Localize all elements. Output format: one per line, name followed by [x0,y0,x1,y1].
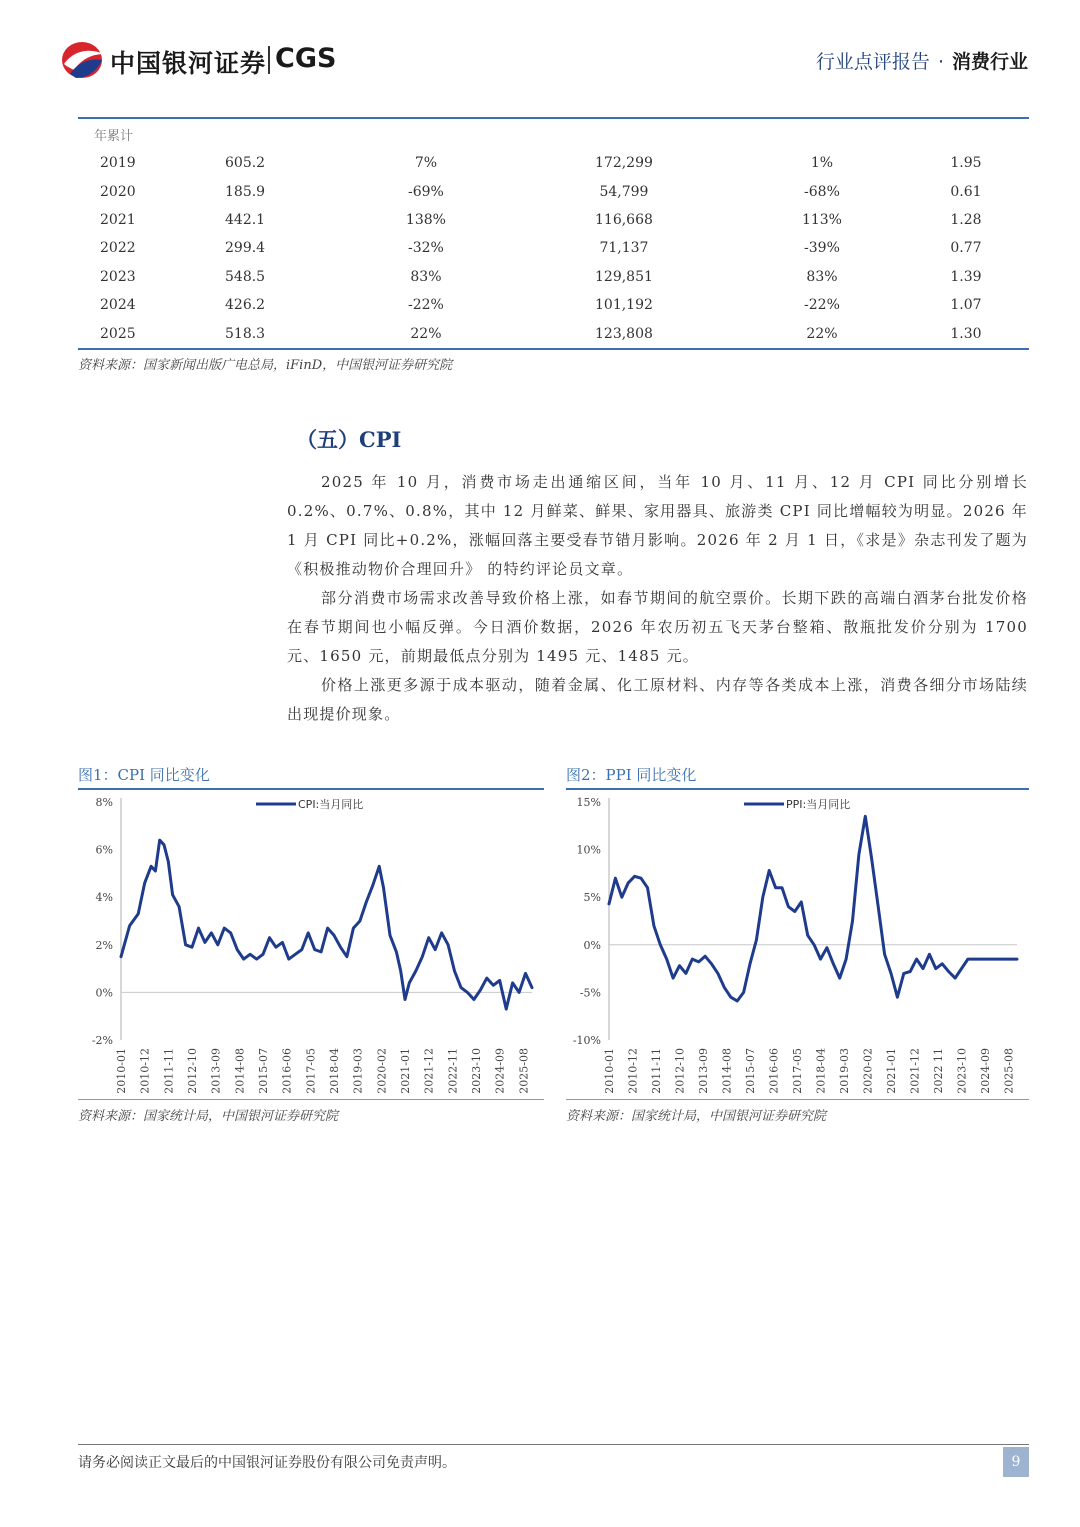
figure2-source: 资料来源：国家统计局，中国银河证券研究院 [566,1109,827,1124]
x-tick-label: 2015-07 [257,1048,271,1094]
table-cell: 2023 [100,268,136,285]
table-cell: 138% [405,211,446,228]
x-tick-label: 2016-06 [280,1048,294,1094]
table-cell: 548.5 [225,268,266,285]
header-separator: · [937,51,944,73]
x-tick-label: 2021-01 [884,1048,898,1094]
y-tick-label: 8% [95,796,113,809]
table-cell: 442.1 [225,211,266,228]
report-type: 行业点评报告 [815,51,930,73]
table-cell: 116,668 [595,211,653,228]
table-cell: 2020 [100,183,136,200]
paragraph: 2025 年 10 月，消费市场走出通缩区间，当年 10 月、11 月、12 月 CPI 同比分别增长 0.2%、0.7%、0.8%，其中 12 月鲜菜、鲜果、家用器具、旅游类 CPI 同比增幅较为明显。2026 年 1 月 CPI 同比+0.2%，涨幅回落主要受春节错月影响。2026 年 2 月 1 日，《求是》杂志刊发了题为《积极推动物价合理回升》 的特约评论员文章。 [287,473,1028,578]
series-line [609,816,1017,1001]
table-bottom-rule [78,348,1029,350]
logo-cn-text: 中国银河证券 [110,49,267,78]
x-tick-label: 2025-08 [1002,1048,1016,1094]
x-tick-label: 2021-01 [399,1048,413,1094]
table-cell: 123,808 [595,325,653,342]
x-tick-label: 2012-10 [186,1048,200,1094]
table-cell: -69% [408,183,444,200]
table-cell: -39% [804,240,840,257]
x-tick-label: 2014-08 [233,1048,247,1094]
x-tick-label: 2017-05 [790,1048,804,1094]
table-cell: 2025 [100,325,136,342]
y-tick-label: 6% [95,843,113,857]
table-cell: 172,299 [595,155,653,172]
y-tick-label: -5% [579,986,601,1000]
legend-label: CPI:当月同比 [298,798,364,811]
y-tick-label: 4% [95,891,113,905]
table-row [78,206,1029,234]
x-tick-label: 2018-04 [328,1048,342,1094]
table-cell: 426.2 [225,297,266,314]
table-cell: 1.07 [950,297,982,314]
y-tick-label: 0% [583,938,601,952]
table-row [78,319,1029,347]
x-tick-label: 2024-09 [978,1048,992,1094]
table-cell: 1.30 [950,325,982,342]
table-cell: 2019 [100,155,136,172]
paragraph: 价格上涨更多源于成本驱动，随着金属、化工原材料、内存等各类成本上涨，消费各细分市场陆续出现提价现象。 [287,676,1028,723]
table-cell: -68% [804,183,840,200]
figure1-bottom-rule [78,1099,544,1100]
industry-label: 消费行业 [951,51,1028,73]
x-tick-label: 2017-05 [304,1048,318,1094]
table-cell: 1% [810,155,834,172]
section-title: （五）CPI [296,427,402,452]
x-tick-label: 2015-07 [743,1048,757,1094]
table-cell: 22% [410,325,442,342]
table-cell: 605.2 [225,155,266,172]
data-table [78,117,1029,350]
table-section-label: 年累计 [94,128,134,144]
y-tick-label: 10% [576,843,601,857]
x-tick-label: 2011-11 [649,1048,663,1094]
x-tick-label: 2021-12 [908,1048,922,1094]
table-cell: 185.9 [225,183,266,200]
table-cell: 299.4 [225,240,266,257]
table-cell: 113% [801,211,842,228]
figure2-rule [566,788,1029,790]
table-section-row [78,119,1029,149]
cgs-logo-icon [60,40,106,80]
table-cell: 83% [410,268,442,285]
x-tick-label: 2010-12 [626,1048,640,1094]
figure2-bottom-rule [566,1099,1029,1100]
x-tick-label: 2019-03 [351,1048,365,1094]
x-tick-label: 2011-11 [162,1048,176,1094]
table-source: 资料来源：国家新闻出版广电总局，iFinD，中国银河证券研究院 [78,358,453,373]
x-tick-label: 2020-02 [861,1048,875,1094]
table-cell: 0.61 [950,183,982,200]
x-tick-label: 2010-12 [138,1048,152,1094]
table-cell: 7% [414,155,438,172]
x-tick-label: 2019-03 [837,1048,851,1094]
table-row [78,149,1029,177]
figure2-title: 图2：PPI 同比变化 [566,766,697,784]
table-cell: -32% [408,240,444,257]
x-tick-label: 2018-04 [814,1048,828,1094]
figure1-rule [78,788,544,790]
figure1-source: 资料来源：国家统计局，中国银河证券研究院 [78,1109,339,1124]
table-cell: 1.39 [950,268,982,285]
figure1-title: 图1：CPI 同比变化 [78,766,210,784]
x-tick-label: 2012-10 [673,1048,687,1094]
y-tick-label: 2% [95,938,113,952]
page-number: 9 [1003,1447,1029,1477]
y-tick-label: -10% [572,1034,601,1047]
legend-label: PPI:当月同比 [786,798,851,811]
table-cell: 22% [806,325,838,342]
table-cell: 518.3 [225,325,266,342]
table-row [78,234,1029,262]
x-tick-label: 2014-08 [720,1048,734,1094]
x-tick-label: 2024-09 [493,1048,507,1094]
table-cell: 2022 [100,240,136,257]
table-cell: 1.28 [950,211,982,228]
table-cell: 83% [806,268,838,285]
ppi-chart [566,792,1029,1098]
x-tick-label: 2016-06 [767,1048,781,1094]
table-cell: -22% [408,297,444,314]
y-tick-label: 0% [95,986,113,1000]
x-tick-label: 2025-08 [517,1048,531,1094]
x-tick-label: 2020-02 [375,1048,389,1094]
x-tick-label: 2010-01 [603,1048,616,1094]
y-tick-label: 5% [583,891,601,905]
footer-rule [78,1444,1029,1445]
page-header [0,0,1080,100]
table-cell: 2021 [100,211,136,228]
x-tick-label: 2022-11 [446,1048,460,1094]
table-cell: 54,799 [599,183,649,200]
x-tick-label: 2010-01 [115,1048,128,1094]
x-tick-label: 2013-09 [209,1048,223,1094]
section-body [287,468,1028,729]
table-cell: 101,192 [595,297,653,314]
x-tick-label: 2023-10 [470,1048,484,1094]
logo-separator [268,46,270,74]
y-tick-label: 15% [576,796,601,809]
x-tick-label: 2013-09 [696,1048,710,1094]
x-tick-label: 2021-12 [422,1048,436,1094]
table-row [78,177,1029,205]
table-cell: -22% [804,297,840,314]
x-tick-label: 2022 11 [931,1048,945,1094]
table-cell: 71,137 [599,240,649,257]
report-type-label [816,47,1028,74]
table-row [78,291,1029,319]
paragraph: 部分消费市场需求改善导致价格上涨，如春节期间的航空票价。长期下跌的高端白酒茅台批发价格在春节期间也小幅反弹。今日酒价数据，2026 年农历初五飞天茅台整箱、散瓶批发价分别为 1700 元、1650 元，前期最低点分别为 1495 元、1485 元。 [287,589,1028,665]
cpi-chart [78,792,544,1098]
table-cell: 0.77 [950,240,982,257]
table-row [78,263,1029,291]
table-cell: 1.95 [950,155,982,172]
series-line [121,840,532,1009]
y-tick-label: -2% [91,1034,113,1047]
footer-disclaimer: 请务必阅读正文最后的中国银河证券股份有限公司免责声明。 [78,1455,456,1471]
x-tick-label: 2023-10 [955,1048,969,1094]
logo-en-text: CGS [275,43,337,74]
table-cell: 2024 [100,297,136,314]
table-cell: 129,851 [595,268,653,285]
